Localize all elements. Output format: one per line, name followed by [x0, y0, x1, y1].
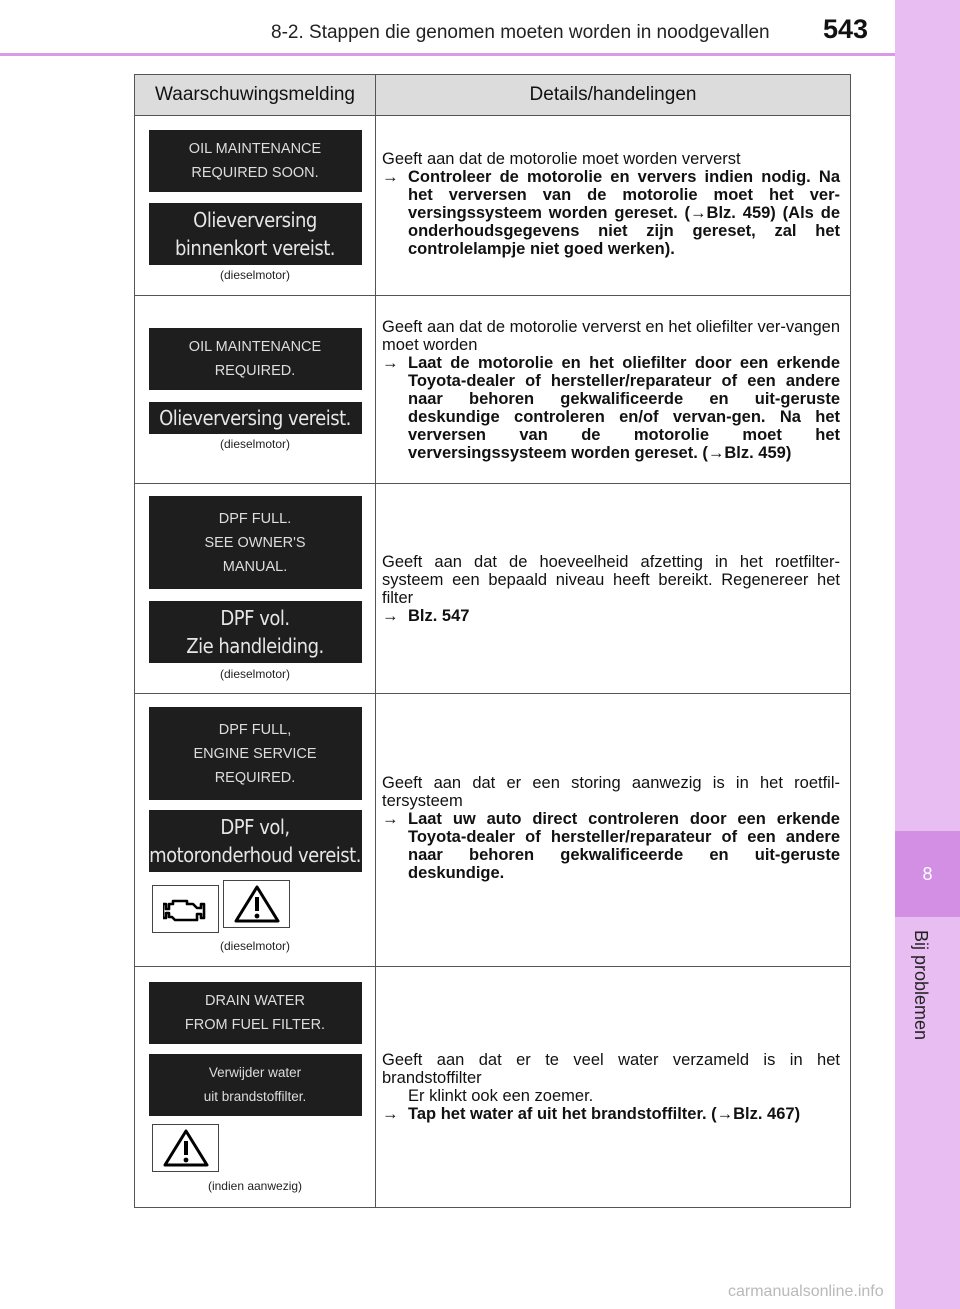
arrow-icon: →: [382, 1105, 399, 1123]
header-rule: [0, 53, 895, 56]
display-line: OIL MAINTENANCE: [188, 339, 322, 355]
action-line: [382, 168, 840, 258]
display-message-en: [149, 707, 362, 800]
details-cell: [376, 296, 851, 484]
table-header-row: [135, 75, 851, 116]
arrow-icon: →: [382, 353, 399, 372]
display-line: binnenkort vereist.: [175, 235, 335, 260]
details-intro: Geeft aan dat er te veel water verzameld is in het brandstoffilter: [382, 1051, 840, 1087]
action-text: Laat de motorolie en het oliefilter door een erkende Toyota-dealer of hersteller/reparateur of een andere naar behoren gekwalificeerde en uit-geruste deskundige controleren en/of vervan-gen. Na het verversen van de motorolie moet het verversingssysteem worden gereset. (→Blz. 459): [408, 353, 840, 462]
watermark: carmanualsonline.info: [728, 1283, 884, 1300]
column-header-details: Details/handelingen: [376, 75, 851, 116]
chapter-label: Bij problemen: [911, 930, 931, 1041]
details-intro: Geeft aan dat de motorolie ververst en het oliefilter ver-vangen moet worden: [382, 317, 840, 354]
display-message-nl: [149, 402, 362, 434]
display-line: OIL MAINTENANCE: [188, 140, 322, 157]
warning-cell: [135, 694, 376, 967]
display-line: Olieverversing: [193, 207, 317, 232]
side-tab: [895, 0, 960, 1309]
action-text: Controleer de motorolie en ververs indien nodig. Na het verversen van de motorolie moet het ver-versingssysteem worden gereset. (→Blz. 459) (Als de onderhoudsgegevens niet zijn gereset, zal het controlelampje niet goed werken).: [408, 168, 840, 258]
action-line: [382, 354, 840, 462]
table-row: [135, 484, 851, 694]
action-line: [382, 607, 840, 625]
display-line: MANUAL.: [222, 558, 288, 575]
running-title: 8-2. Stappen die genomen moeten worden in noodgevallen: [271, 22, 770, 43]
table-row: [135, 967, 851, 1208]
page-number: 543: [823, 14, 869, 44]
engine-note: (indien aanwezig): [207, 1178, 303, 1193]
display-line: SEE OWNER'S: [204, 534, 306, 551]
engine-check-icon: [152, 885, 219, 933]
display-message-en: [149, 982, 362, 1044]
details-sub: Er klinkt ook een zoemer.: [408, 1087, 594, 1105]
action-line: [382, 810, 840, 882]
display-message-nl: [149, 810, 362, 872]
arrow-icon: →: [382, 606, 399, 625]
details-cell: [376, 694, 851, 967]
action-text: Blz. 547: [408, 606, 470, 625]
display-message-nl: [149, 203, 362, 265]
display-line: DPF vol.: [220, 606, 290, 630]
action-text: Laat uw auto direct controleren door een erkende Toyota-dealer of hersteller/reparateur of een andere naar behoren gekwalificeerde en uit-geruste deskundige.: [408, 810, 840, 882]
indicator-icons: [136, 880, 374, 933]
display-message-nl: [149, 601, 362, 663]
display-line: REQUIRED.: [214, 769, 296, 786]
warning-cell: [135, 116, 376, 296]
display-line: FROM FUEL FILTER.: [184, 1016, 326, 1033]
display-line: DPF FULL.: [218, 510, 292, 527]
warning-triangle-icon: [223, 880, 290, 928]
display-line: DPF FULL,: [218, 721, 292, 738]
details-intro: Geeft aan dat er een storing aanwezig is in het roetfil-tersysteem: [382, 774, 840, 810]
details-cell: [376, 484, 851, 694]
warning-cell: [135, 967, 376, 1208]
display-line: DRAIN WATER: [205, 992, 305, 1009]
display-line: REQUIRED.: [214, 363, 296, 379]
display-line: REQUIRED SOON.: [191, 164, 319, 181]
display-message-en: [149, 496, 362, 589]
display-line: motoronderhoud vereist.: [149, 843, 361, 867]
table-row: [135, 296, 851, 484]
display-line: ENGINE SERVICE: [193, 745, 317, 762]
display-line: Zie handleiding.: [186, 634, 324, 658]
display-line: Verwijder water: [208, 1064, 302, 1080]
warning-cell: [135, 296, 376, 484]
arrow-icon: →: [382, 168, 399, 186]
action-text: Tap het water af uit het brandstoffilter. (→Blz. 467): [408, 1105, 801, 1123]
display-message-nl: [149, 1054, 362, 1116]
engine-note: (dieselmotor): [219, 267, 291, 282]
warning-triangle-icon: [152, 1124, 219, 1172]
display-line: Olieverversing vereist.: [159, 406, 351, 430]
indicator-icons: [136, 1124, 374, 1173]
engine-note: (dieselmotor): [219, 667, 291, 681]
warning-table: [134, 74, 851, 1208]
engine-note: (dieselmotor): [219, 437, 291, 451]
table-row: [135, 116, 851, 296]
chapter-number: 8: [895, 831, 960, 917]
details-intro: Geeft aan dat de motorolie moet worden ververst: [382, 150, 741, 168]
details-cell: [376, 967, 851, 1208]
engine-note: (dieselmotor): [219, 939, 291, 953]
table-row: [135, 694, 851, 967]
details-intro: Geeft aan dat de hoeveelheid afzetting in het roetfilter-systeem een bepaald niveau heeft bereikt. Regenereer het filter: [382, 552, 840, 607]
display-line: uit brandstoffilter.: [203, 1088, 307, 1104]
details-cell: [376, 116, 851, 296]
display-line: DPF vol,: [220, 815, 290, 839]
warning-cell: [135, 484, 376, 694]
arrow-icon: →: [382, 810, 399, 828]
column-header-warning: Waarschuwingsmelding: [135, 75, 376, 116]
display-message-en: [149, 328, 362, 390]
display-message-en: [149, 130, 362, 192]
action-line: [382, 1105, 840, 1123]
